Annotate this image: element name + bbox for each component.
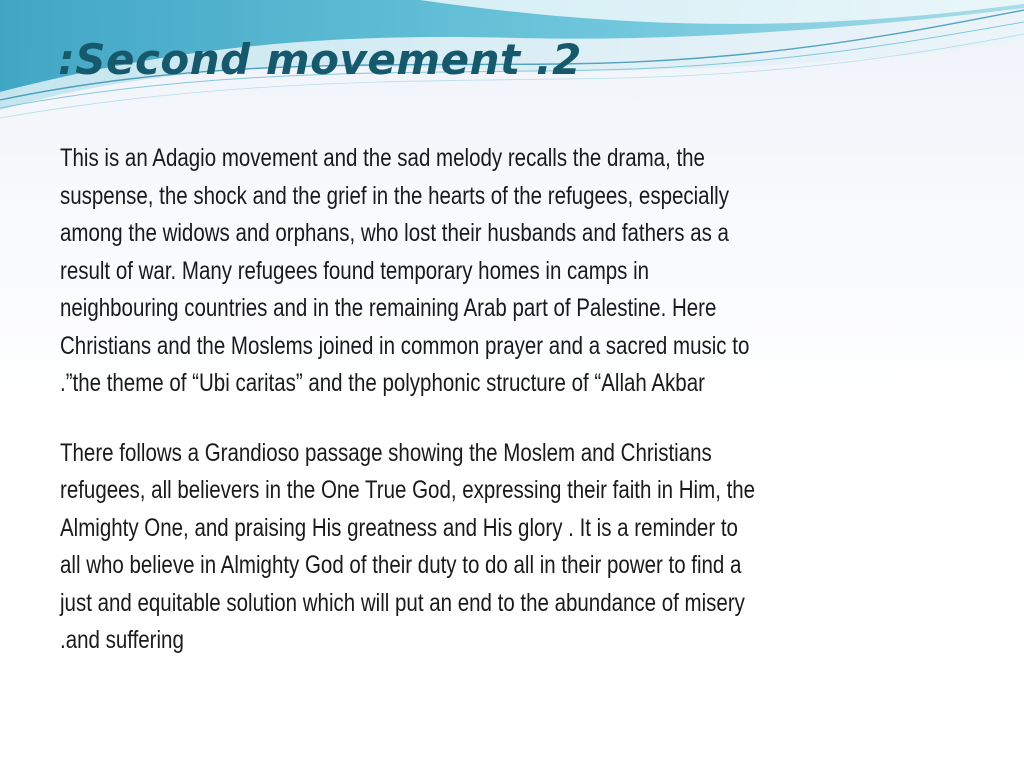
text-line: refugees, all believers in the One True God, expressing their faith in Him, the <box>60 476 756 504</box>
text-line: just and equitable solution which will put an end to the abundance of misery <box>60 588 745 617</box>
text-line: Christians and the Moslems joined in common prayer and a sacred music to <box>60 331 750 360</box>
text-line: Almighty One, and praising His greatness and His glory . It is a reminder to <box>60 513 738 542</box>
text-line: result of war. Many refugees found temporary homes in camps in <box>60 256 650 285</box>
text-line: This is an Adagio movement and the sad melody recalls the drama, the <box>60 144 705 172</box>
text-line: .”the theme of “Ubi caritas” and the polyphonic structure of “Allah Akbar <box>60 369 705 397</box>
slide-title: :Second movement .2 <box>58 35 582 84</box>
text-line: There follows a Grandioso passage showing the Moslem and Christians <box>60 438 712 467</box>
text-line: among the widows and orphans, who lost their husbands and fathers as a <box>60 219 729 247</box>
text-line: all who believe in Almighty God of their duty to do all in their power to find a <box>60 551 742 579</box>
text-line: .and suffering <box>60 626 184 654</box>
paragraph-adagio <box>60 140 940 403</box>
slide-body <box>60 140 940 660</box>
text-line: suspense, the shock and the grief in the hearts of the refugees, especially <box>60 181 729 210</box>
paragraph-grandioso <box>60 435 940 660</box>
text-line: neighbouring countries and in the remaining Arab part of Palestine. Here <box>60 294 717 322</box>
